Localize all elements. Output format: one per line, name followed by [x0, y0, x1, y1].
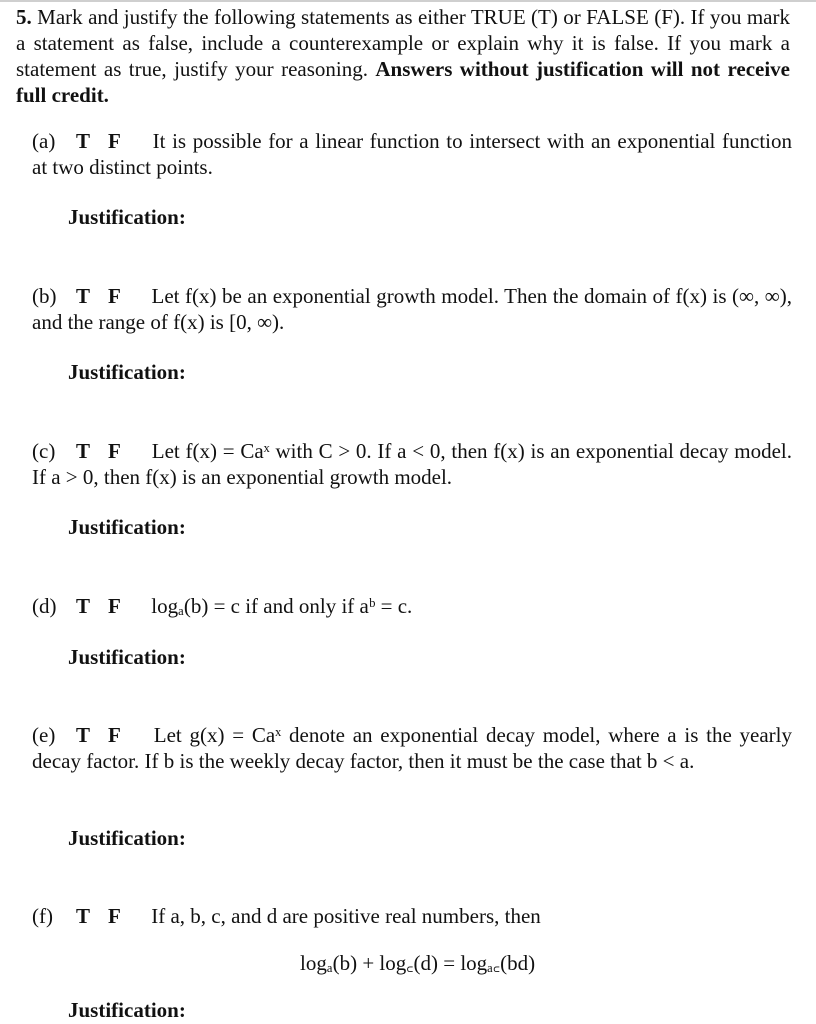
false-option[interactable]: F [108, 129, 121, 153]
true-option[interactable]: T [76, 594, 91, 618]
justification-e: Justification: [68, 826, 186, 850]
item-label: (e) [32, 723, 56, 747]
true-option[interactable]: T [76, 129, 91, 153]
problem-instructions [16, 4, 790, 108]
justification-c: Justification: [68, 515, 186, 539]
false-option[interactable]: F [108, 439, 121, 463]
justification-a: Justification: [68, 205, 186, 229]
item-e [32, 722, 792, 774]
item-label: (f) [32, 904, 53, 928]
justification-b: Justification: [68, 360, 186, 384]
true-option[interactable]: T [76, 904, 91, 928]
item-label: (b) [32, 284, 57, 308]
item-a [32, 128, 792, 180]
tf-options[interactable] [76, 903, 146, 929]
item-statement: Let f(x) be an exponential growth model. Then the domain of f(x) is (∞, ∞), and the range of f(x) is [0, ∞). [32, 284, 793, 334]
item-label: (a) [32, 129, 56, 153]
item-label: (c) [32, 439, 56, 463]
item-statement: If a, b, c, and d are positive real numbers, then [151, 904, 541, 928]
item-b [32, 283, 792, 335]
false-option[interactable]: F [108, 723, 121, 747]
true-option[interactable]: T [76, 439, 91, 463]
instructions-text: Mark and justify the following statements as either TRUE (T) or FALSE (F). If you mark a statement as false, include a counterexample or explain why it is false. If you mark a statement as true, justify your reasoning. [16, 5, 791, 81]
tf-options[interactable] [76, 593, 146, 619]
true-option[interactable]: T [76, 723, 91, 747]
item-statement: Let g(x) = Caˣ denote an exponential decay model, where a is the yearly decay factor. If b is the weekly decay factor, then it must be the case that b < a. [32, 723, 793, 773]
tf-options[interactable] [76, 283, 146, 309]
item-statement: logₐ(b) = c if and only if aᵇ = c. [151, 594, 413, 618]
tf-options[interactable] [76, 128, 146, 154]
item-statement: It is possible for a linear function to intersect with an exponential function at two distinct points. [32, 129, 793, 179]
false-option[interactable]: F [108, 904, 121, 928]
item-f [32, 903, 792, 929]
false-option[interactable]: F [108, 594, 121, 618]
tf-options[interactable] [76, 722, 146, 748]
problem-number: 5. [16, 5, 32, 29]
top-rule [0, 0, 816, 2]
justification-d: Justification: [68, 645, 186, 669]
item-label: (d) [32, 594, 57, 618]
item-d [32, 593, 792, 619]
true-option[interactable]: T [76, 284, 91, 308]
justification-f: Justification: [68, 998, 186, 1022]
tf-options[interactable] [76, 438, 146, 464]
item-c [32, 438, 792, 490]
log-formula: logₐ(b) + log꜀(d) = logₐ꜀(bd) [300, 951, 536, 975]
item-statement: Let f(x) = Caˣ with C > 0. If a < 0, then f(x) is an exponential decay model. If a > 0, then f(x) is an exponential growth model. [32, 439, 793, 489]
bold-note: Answers without justification will not receive full credit. [16, 57, 791, 107]
false-option[interactable]: F [108, 284, 121, 308]
